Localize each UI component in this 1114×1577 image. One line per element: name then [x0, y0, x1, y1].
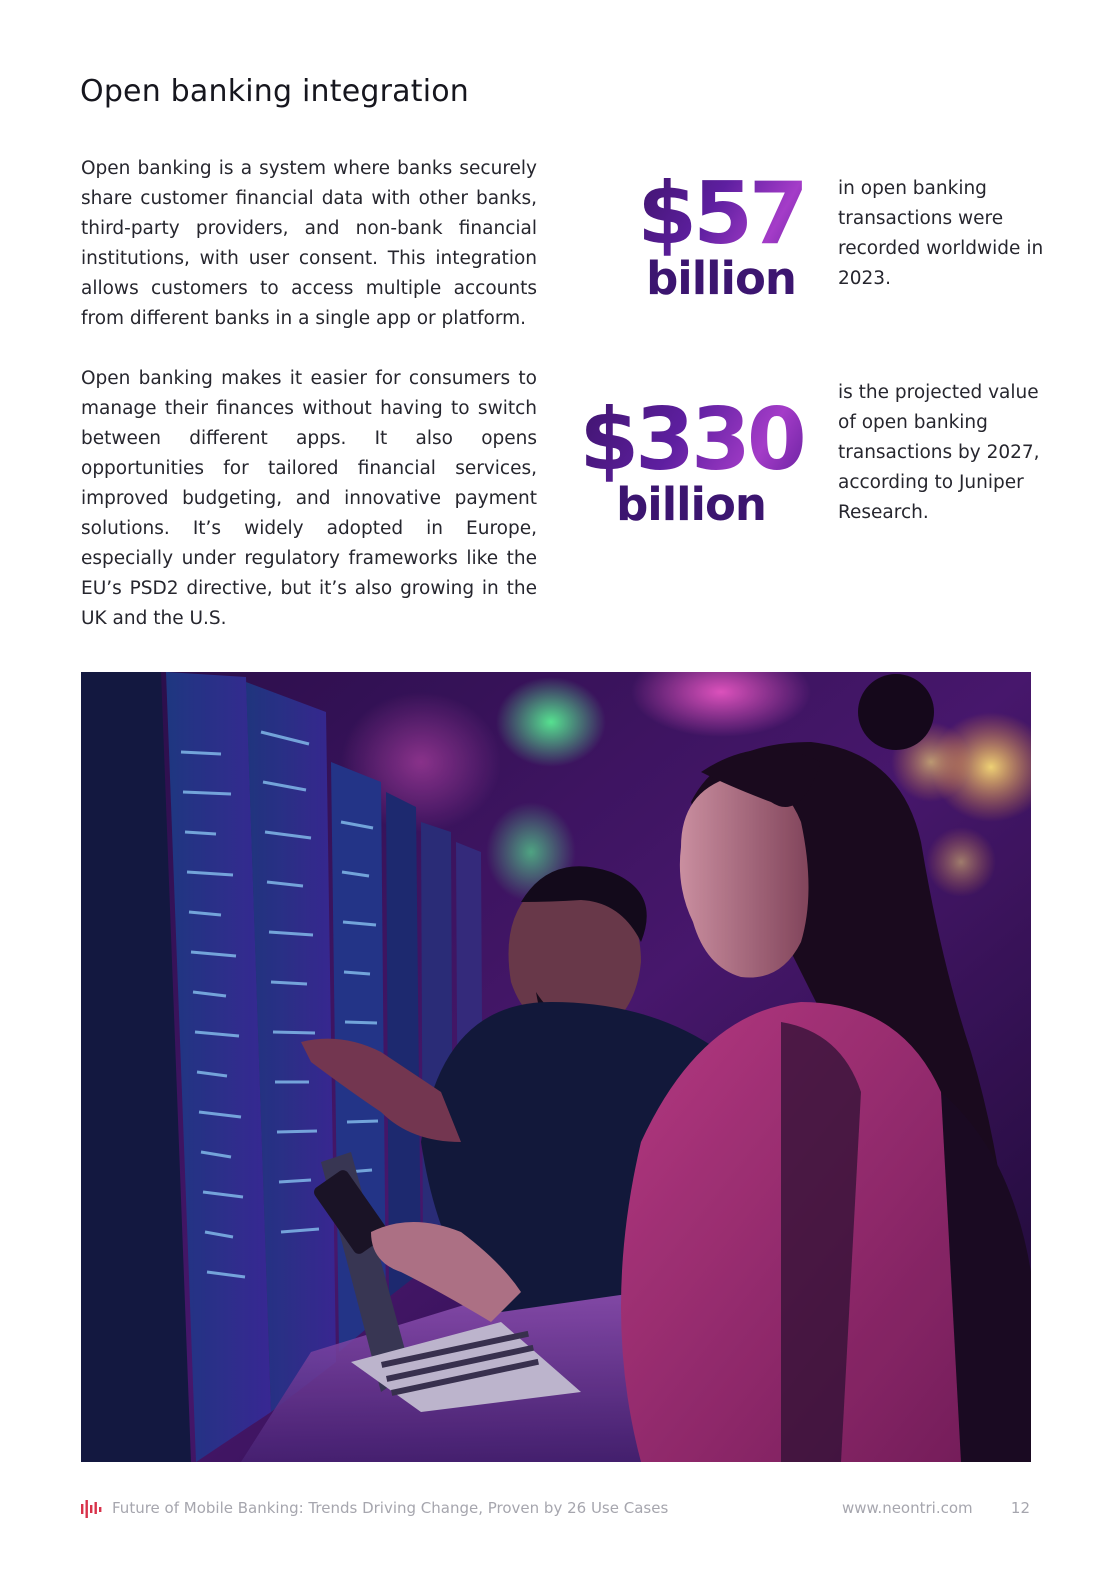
- stat-unit: billion: [616, 478, 766, 531]
- stat-description: in open banking transactions were recorded worldwide in 2023.: [838, 178, 1044, 289]
- hero-photo: [81, 672, 1031, 1462]
- footer: [80, 1496, 1032, 1522]
- page-title: Open banking integration: [80, 74, 469, 109]
- photo-illustration: [81, 672, 1031, 1462]
- stat-value: $330: [566, 394, 816, 486]
- stat-value: $57: [626, 168, 816, 260]
- stat-description: is the projected value of open banking transactions by 2027, according to Juniper Research.: [838, 382, 1040, 523]
- intro-paragraph: Open banking is a system where banks securely share customer financial data with other banks, third-party providers, and non-bank financial institutions, with user consent. This integration allows customers to access multiple accounts from different banks in a single app or platform.: [81, 158, 537, 329]
- stat-unit: billion: [646, 252, 796, 305]
- stat-transactions-2023: [626, 164, 816, 305]
- neontri-logo-icon: [80, 1498, 102, 1520]
- stat-projection-2027: [566, 390, 816, 531]
- footer-url[interactable]: www.neontri.com: [842, 1499, 973, 1517]
- benefits-paragraph: Open banking makes it easier for consumers to manage their finances without having to switch between different apps. It also opens opportunities for tailored financial services, improved budgeting, and innovative payment solutions. It’s widely adopted in Europe, especially under regulatory frameworks like the EU’s PSD2 directive, but it’s also growing in the UK and the U.S.: [81, 368, 537, 629]
- footer-document-title: Future of Mobile Banking: Trends Driving Change, Proven by 26 Use Cases: [112, 1499, 669, 1517]
- page-number: 12: [1010, 1499, 1030, 1517]
